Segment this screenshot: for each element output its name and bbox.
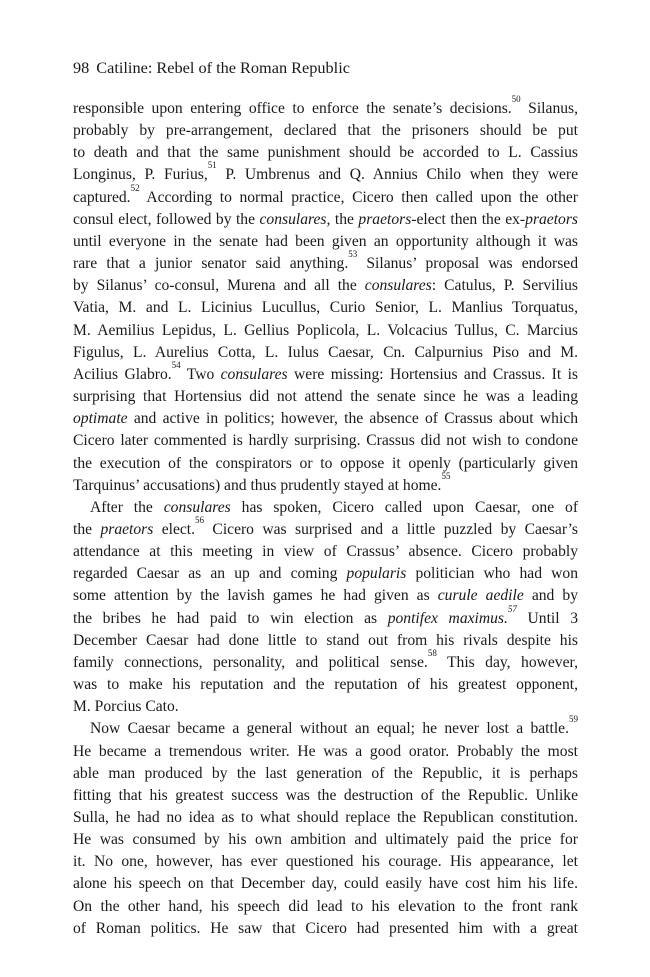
text-line: optimate and active in politics; however, the absence of Crassus about which [73,410,578,428]
text-line: Tarquinus’ accusations) and thus prudently stayed at home.$^{55}$ [73,470,451,494]
text-line: M. Aemilius Lepidus, L. Gellius Poplicola, L. Volcacius Tullus, C. Marcius [73,321,578,339]
text-line: December Caesar had done little to stand out from his rivals despite his [73,631,578,649]
text-line: some attention by the lavish games he had given as curule aedile and by [73,587,579,605]
page-number: 98 [73,58,90,77]
text-line: family connections, personality, and political sense.$^{58}$ This day, however, [73,647,578,671]
text-line: by Silanus’ co-consul, Murena and all the consulares: Catulus, P. Servilius [73,277,578,295]
text-line: the praetors elect.$^{56}$ Cicero was surprised and a little puzzled by Caesar’s [73,514,579,538]
text-line: attendance at this meeting in view of Crassus’ absence. Cicero probably [73,543,578,561]
text-line: able man produced by the last generation of the Republic, it is perhaps [73,764,578,782]
text-line: On the other hand, his speech did lead to his elevation to the front rank [73,897,578,915]
text-line: fitting that his greatest success was the destruction of the Republic. Unlike [73,786,578,804]
text-line: Sulla, he had no idea as to what should replace the Republican constitution. [73,809,578,826]
body-text [73,94,579,940]
text-line: Acilius Glabro.$^{54}$ Two consulares were missing: Hortensius and Crassus. It is [73,359,578,383]
running-title: Catiline: Rebel of the Roman Republic [96,58,350,77]
text-line: Longinus, P. Furius,$^{51}$ P. Umbrenus and Q. Annius Chilo when they were [73,160,578,184]
text-line: regarded Caesar as an up and coming popularis politician who had won [73,565,578,583]
text-line: the execution of the conspirators or to oppose it openly (particularly given [73,454,578,472]
text-line: Vatia, M. and L. Licinius Lucullus, Curio Senior, L. Manlius Torquatus, [73,299,578,317]
text-line: of Roman politics. He saw that Cicero had presented him with a great [73,919,578,937]
text-line: M. Porcius Cato. [73,698,179,716]
text-line: probably by pre-arrangement, declared that the prisoners should be put [73,122,578,140]
text-line: He was consumed by his own ambition and ultimately paid the price for [73,831,578,849]
text-line: Cicero later commented is hardly surprising. Crassus did not wish to condone [73,432,578,450]
text-line: rare that a junior senator said anything.$^{53}$ Silanus’ proposal was endorsed [73,249,578,273]
text-line: responsible upon entering office to enforce the senate’s decisions.$^{50}$ Silanus, [73,94,578,117]
text-line: until everyone in the senate had been given an opportunity although it was [73,232,578,250]
running-header [73,57,350,79]
text-line: the bribes he had paid to win election as pontifex maximus.$^{57}$ Until 3 [73,603,579,627]
text-line: Now Caesar became a general without an equal; he never lost a battle.$^{59}$ [90,714,578,738]
text-line: surprising that Hortensius did not attend the senate since he was a leading [73,388,578,406]
text-line: alone his speech on that December day, could easily have cost him his life. [73,875,578,893]
text-line: consul elect, followed by the consulares, the praetors-elect then the ex-praetors [73,210,578,228]
text-line: it. No one, however, has ever questioned his courage. His appearance, let [73,853,578,871]
text-line: He became a tremendous writer. He was a good orator. Probably the most [73,742,578,760]
text-line: was to make his reputation and the reputation of his greatest opponent, [73,676,578,694]
text-line: After the consulares has spoken, Cicero called upon Caesar, one of [90,498,579,516]
text-line: Figulus, L. Aurelius Cotta, L. Iulus Caesar, Cn. Calpurnius Piso and M. [73,343,578,361]
text-line: captured.$^{52}$ According to normal practice, Cicero then called upon the other [73,182,578,206]
text-line: to death and that the same punishment should be accorded to L. Cassius [73,144,578,162]
